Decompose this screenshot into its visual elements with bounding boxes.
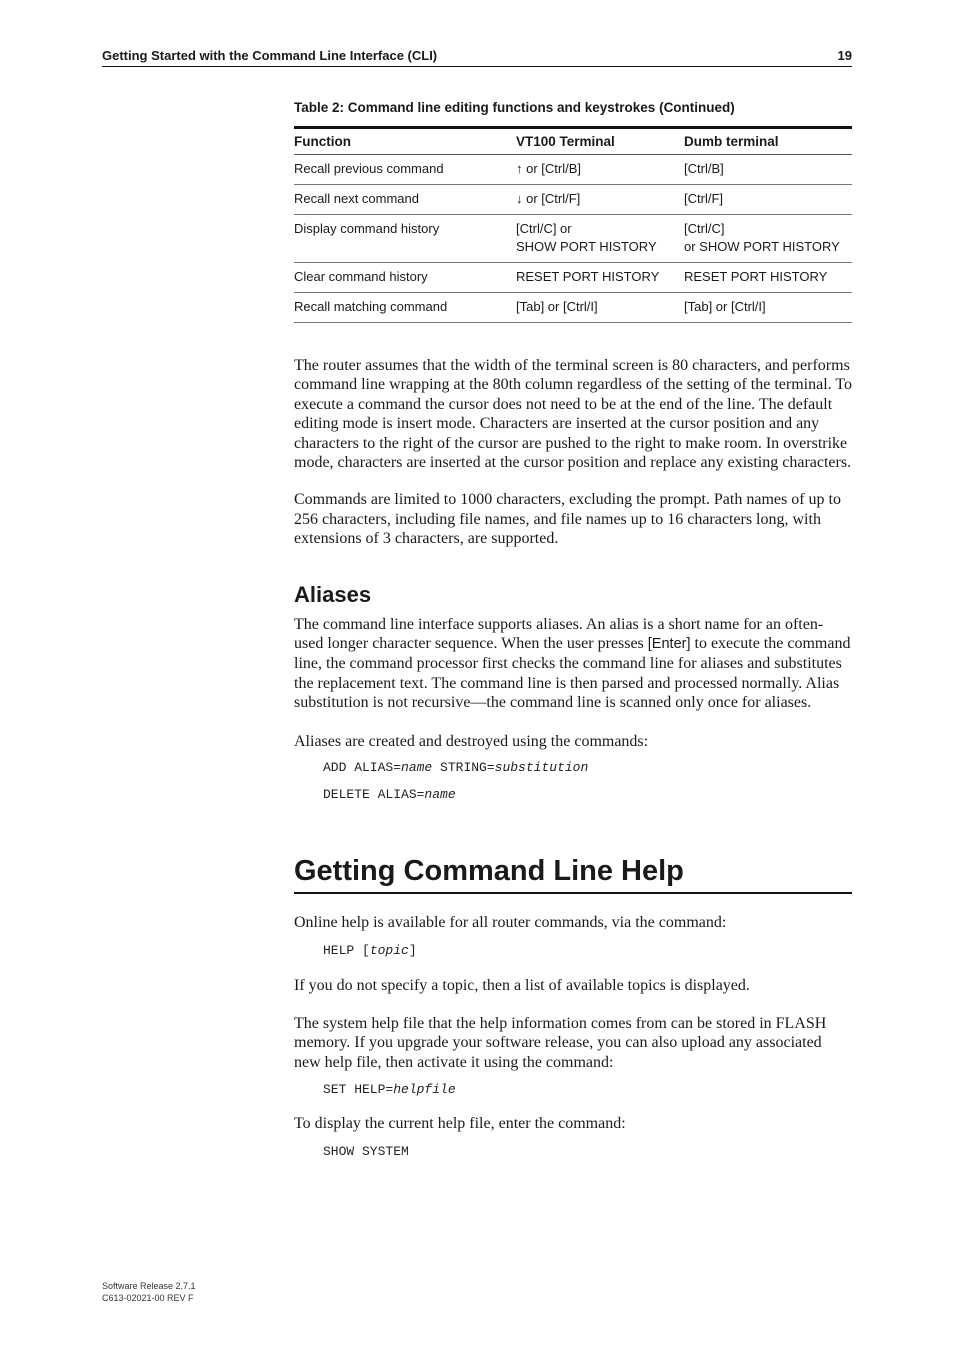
page-footer	[102, 1280, 196, 1304]
table-row	[294, 185, 852, 215]
code-set-help	[294, 1082, 852, 1097]
cell-function: Recall next command	[294, 185, 516, 215]
code-text: SET HELP=	[323, 1082, 394, 1098]
code-param: topic	[369, 942, 409, 958]
paragraph-help-topics: If you do not specify a topic, then a list of available topics is displayed.	[294, 976, 750, 994]
cell-dumb: [Ctrl/F]	[684, 185, 852, 215]
cell-vt100: ↑ or [Ctrl/B]	[516, 155, 684, 185]
column-header-dumb: Dumb terminal	[684, 128, 852, 155]
table-row	[294, 155, 852, 185]
code-param: name	[424, 787, 456, 803]
aliases-heading: Aliases	[294, 581, 372, 607]
cell-dumb-line1: [Ctrl/C]	[684, 221, 725, 236]
code-text: DELETE ALIAS=	[323, 787, 425, 803]
cell-vt100-line1: [Ctrl/C] or	[516, 221, 572, 236]
paragraph-help-file: The system help file that the help information comes from can be stored in FLASH memory. If you upgrade your software release, you can also upload any associated new help file, then activate it using the command:	[294, 1014, 827, 1071]
code-add-alias	[294, 760, 852, 775]
code-param: substitution	[494, 760, 589, 776]
running-header	[102, 48, 852, 67]
paragraph-command-limits: Commands are limited to 1000 characters, excluding the prompt. Path names of up to 256 characters, including file names, and file names up to 16 characters long, with extensions of 3 characters, are supported.	[294, 491, 841, 548]
table-row	[294, 293, 852, 323]
page-number: 19	[837, 48, 852, 63]
footer-doc-id: C613-02021-00 REV F	[102, 1293, 194, 1303]
cell-function: Recall matching command	[294, 293, 516, 323]
code-param: name	[401, 760, 433, 776]
footer-release: Software Release 2.7.1	[102, 1281, 196, 1291]
table-caption: Table 2: Command line editing functions and keystrokes (Continued)	[294, 100, 735, 115]
code-delete-alias	[294, 787, 852, 802]
cell-dumb-line2: or SHOW PORT HISTORY	[684, 239, 840, 254]
cell-vt100-line2: SHOW PORT HISTORY	[516, 239, 657, 254]
code-show-system: SHOW SYSTEM	[323, 1143, 409, 1159]
cell-dumb	[684, 215, 852, 263]
paragraph-help-intro: Online help is available for all router commands, via the command:	[294, 914, 727, 932]
cell-function: Recall previous command	[294, 155, 516, 185]
aliases-intro-text-1: The command line interface supports aliases. An alias is a short name for an often-used longer character sequence. When the user presses	[294, 615, 824, 653]
cell-function: Clear command history	[294, 263, 516, 293]
cell-dumb: RESET PORT HISTORY	[684, 263, 852, 293]
enter-key-label: [Enter]	[647, 636, 691, 653]
table-row	[294, 215, 852, 263]
cell-dumb: [Tab] or [Ctrl/I]	[684, 293, 852, 323]
paragraph-aliases-commands: Aliases are created and destroyed using the commands:	[294, 732, 649, 750]
table-row	[294, 263, 852, 293]
code-text: HELP [	[323, 942, 370, 958]
paragraph-terminal-width: The router assumes that the width of the terminal screen is 80 characters, and performs command line wrapping at the 80th column regardless of the setting of the terminal. To execute a command the cursor does not need to be at the end of the line. The default editing mode is insert mode. Characters are inserted at the cursor position and any characters to the right of the cursor are pushed to the right to make room. In overstrike mode, characters are inserted at the cursor position and replace any existing characters.	[294, 357, 852, 472]
cell-vt100: [Tab] or [Ctrl/I]	[516, 293, 684, 323]
page-content	[294, 100, 852, 1159]
paragraph-aliases-intro	[294, 615, 852, 713]
code-text: ADD ALIAS=	[323, 760, 402, 776]
paragraph-display-help: To display the current help file, enter the command:	[294, 1115, 626, 1133]
cell-dumb: [Ctrl/B]	[684, 155, 852, 185]
column-header-vt100: VT100 Terminal	[516, 128, 684, 155]
code-help	[294, 943, 852, 958]
cell-vt100: RESET PORT HISTORY	[516, 263, 684, 293]
code-text: STRING=	[432, 760, 495, 776]
aliases-intro-text-2: to execute the command line, the command processor first checks the command line for aliases and substitutes the replacement text. The command line is then parsed and processed normally. Alias substitution is not recursive—the command line is scanned only once for aliases.	[294, 635, 851, 712]
column-header-function: Function	[294, 128, 516, 155]
help-heading: Getting Command Line Help	[294, 855, 852, 894]
code-text: ]	[408, 942, 417, 958]
cell-vt100: ↓ or [Ctrl/F]	[516, 185, 684, 215]
code-param: helpfile	[393, 1082, 456, 1098]
cell-vt100	[516, 215, 684, 263]
header-title: Getting Started with the Command Line Interface (CLI)	[102, 48, 438, 63]
cell-function: Display command history	[294, 215, 516, 263]
keystrokes-table	[294, 126, 852, 323]
table-header-row	[294, 128, 852, 155]
